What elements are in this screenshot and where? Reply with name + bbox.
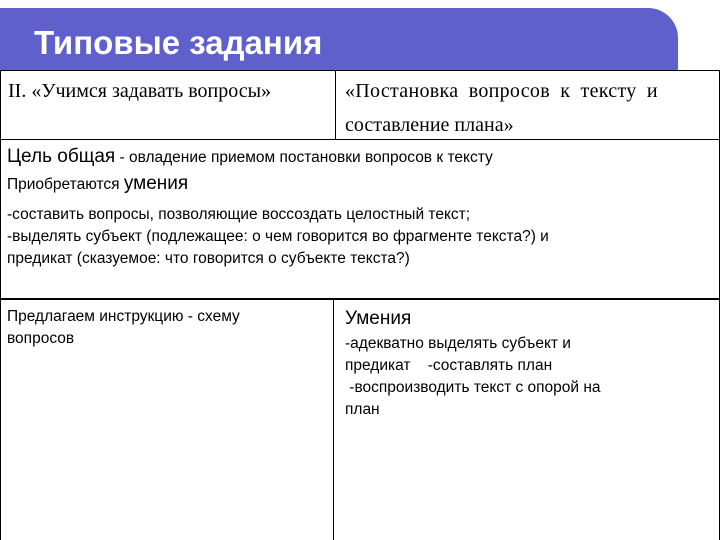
skills-word: умения (123, 173, 189, 194)
title-banner (0, 8, 678, 70)
table-row-title (0, 70, 720, 140)
topic-line-2: составление плана» (345, 114, 514, 136)
topic-line-1: «Постановка вопросов к тексту и (345, 80, 658, 102)
skills-line (7, 173, 713, 196)
goal-text: - овладение приемом постановки вопросов к тексту (115, 149, 493, 166)
page-title: Типовые задания (34, 24, 323, 61)
table-row-instruction (0, 299, 720, 540)
table-cell-skills (334, 300, 719, 540)
table-cell-instruction (1, 300, 334, 540)
result-item-1: -адекватно выделять субъект и (345, 335, 571, 352)
table-cell-section (1, 71, 336, 139)
skills-heading: Умения (345, 308, 412, 329)
instruction-line-2: вопросов (7, 330, 75, 347)
result-item-2: предикат -составлять план (345, 357, 553, 374)
instruction-line-1: Предлагаем инструкцию - схему (7, 308, 240, 325)
skills-label: Приобретаются (7, 176, 124, 193)
goal-label: Цель общая (7, 146, 116, 167)
skill-item-1: -составить вопросы, позволяющие воссоздать целостный текст; (7, 206, 471, 223)
topic-label (345, 74, 709, 142)
skills-list (7, 204, 713, 270)
table-cell-topic (336, 71, 719, 139)
instruction-text (7, 306, 323, 350)
result-item-3: -воспроизводить текст с опорой на (345, 379, 601, 396)
skills-result-list (345, 333, 711, 421)
skill-item-2: -выделять субъект (подлежащее: о чем говорится во фрагменте текста?) и (7, 228, 549, 245)
goal-line (7, 146, 713, 169)
skill-item-2-cont: предикат (сказуемое: что говорится о субъекте текста?) (7, 250, 410, 267)
result-item-4: план (345, 401, 380, 418)
section-label: II. «Учимся задавать вопросы» (8, 80, 272, 102)
table-row-goal (0, 139, 720, 299)
